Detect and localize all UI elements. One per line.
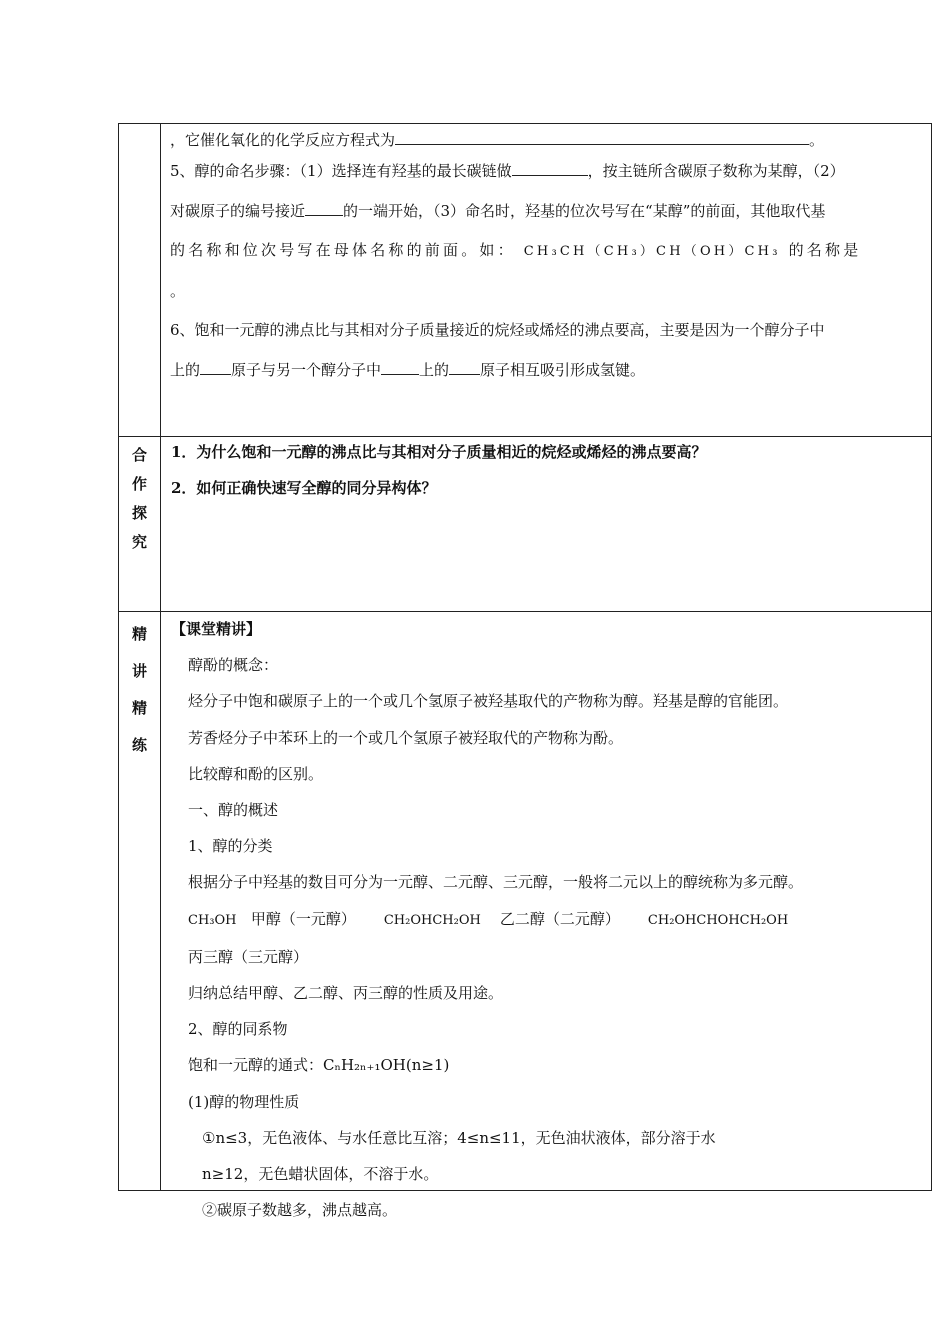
inquiry-question-1: 1．为什么饱和一元醇的沸点比与其相对分子质量相近的烷烃或烯烃的沸点要高？: [171, 443, 707, 461]
paragraph: 烃分子中饱和碳原子上的一个或几个氢原子被羟基取代的产物称为醇。羟基是醇的官能团。: [188, 692, 789, 711]
inquiry-content: [161, 437, 932, 611]
row-lecture: [119, 612, 932, 1220]
paragraph: 比较醇和酚的区别。: [188, 764, 324, 783]
paragraph: 2、醇的同系物: [188, 1020, 288, 1039]
answer-blank[interactable]: [449, 359, 480, 375]
answer-blank[interactable]: [305, 200, 343, 216]
row-review-content: [161, 124, 932, 436]
inquiry-question-2: 2．如何正确快速写全醇的同分异构体？: [171, 479, 437, 497]
question-5-line3: 的名称和位次号写在母体名称的前面。如： CH₃CH（CH₃）CH（OH）CH₃ 的名称是: [170, 241, 862, 259]
paragraph: 归纳总结甲醇、乙二醇、丙三醇的性质及用途。: [188, 984, 504, 1003]
question-6-line2: 上的 原子与另一个醇分子中 上的 原子相互吸引形成氢键。: [170, 360, 646, 379]
alcohol-examples: CH₃OH 甲醇（一元醇） CH₂OHCH₂OH 乙二醇（二元醇） CH₂OHCHOHCH₂OH 丙三醇（三元醇）: [188, 909, 789, 966]
question-5-line4: 。: [170, 281, 186, 300]
question-5-line1: 5、醇的命名步骤：（1）选择连有羟基的最长碳链做 ，按主链所含碳原子数称为某醇，（2）: [170, 162, 845, 180]
general-formula: 饱和一元醇的通式：CₙH₂ₙ₊₁OH(n≥1): [188, 1056, 450, 1075]
row-cooperative-inquiry: [119, 437, 932, 612]
row-label-lecture: 精 讲 精 练: [119, 612, 161, 1190]
row-label-cooperative-inquiry: 合 作 探 究: [119, 437, 161, 611]
paragraph: (1)醇的物理性质: [188, 1092, 300, 1111]
section-heading: 【课堂精讲】: [171, 620, 262, 638]
answer-blank[interactable]: [512, 160, 588, 176]
row-review-label: [119, 124, 161, 436]
answer-blank[interactable]: [381, 359, 419, 375]
row-review: [119, 124, 932, 437]
paragraph: ①n≤3，无色液体、与水任意比互溶；4≤n≤11，无色油状液体，部分溶于水: [202, 1128, 716, 1147]
answer-blank[interactable]: [200, 359, 231, 375]
oxidation-line: ，它催化氧化的化学反应方程式为 。: [170, 131, 825, 149]
paragraph: 芳香烃分子中苯环上的一个或几个氢原子被羟取代的产物称为酚。: [188, 728, 624, 747]
paragraph: ②碳原子数越多，沸点越高。: [202, 1201, 398, 1220]
paragraph: n≥12，无色蜡状固体，不溶于水。: [202, 1165, 439, 1184]
paragraph: 醇酚的概念：: [188, 656, 279, 675]
lecture-content: [161, 612, 932, 1220]
worksheet-table: [118, 123, 932, 1220]
paragraph: 1、醇的分类: [188, 837, 273, 856]
answer-blank[interactable]: [395, 129, 809, 145]
question-5-line2: 对碳原子的编号接近 的一端开始，（3）命名时，羟基的位次号写在“某醇”的前面，其他取代基: [170, 201, 826, 220]
paragraph: 一、醇的概述: [188, 801, 279, 820]
paragraph: 根据分子中羟基的数目可分为一元醇、二元醇、三元醇，一般将二元以上的醇统称为多元醇。: [188, 873, 804, 892]
question-6-line1: 6、饱和一元醇的沸点比与其相对分子质量接近的烷烃或烯烃的沸点要高，主要是因为一个醇分子中: [170, 321, 825, 339]
